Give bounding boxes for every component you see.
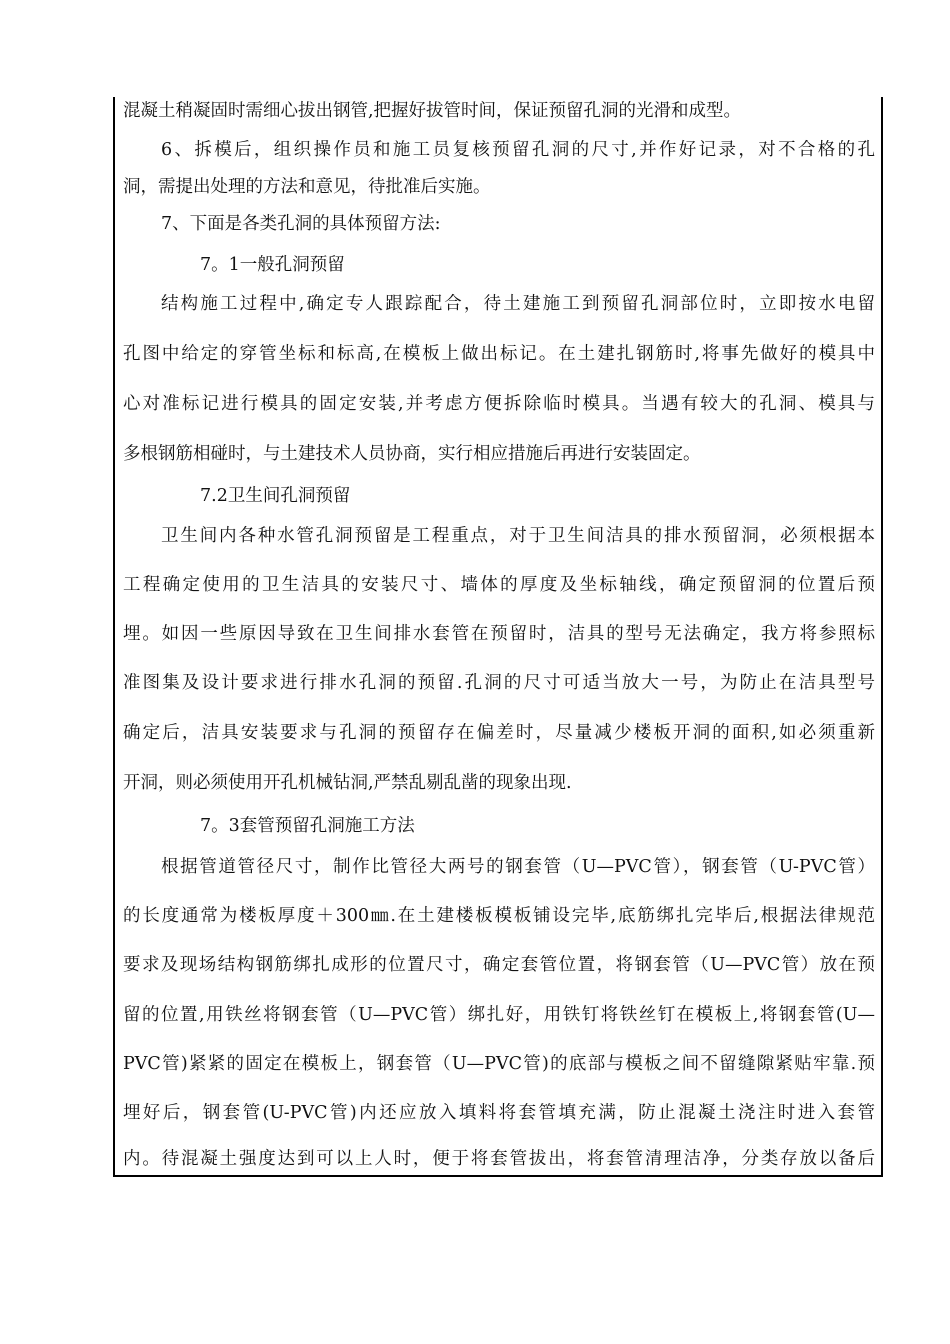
paragraph-line: 内。待混凝土强度达到可以上人时，便于将套管拔出，将套管清理洁净，分类存放以备后 — [123, 1149, 875, 1169]
paragraph-line: 开洞，则必须使用开孔机械钻洞,严禁乱剔乱凿的现象出现. — [123, 773, 572, 793]
paragraph-line: 工程确定使用的卫生洁具的安装尺寸、墙体的厚度及坐标轴线，确定预留洞的位置后预 — [123, 575, 875, 595]
paragraph-line: 6、拆模后，组织操作员和施工员复核预留孔洞的尺寸,并作好记录，对不合格的孔 — [161, 140, 875, 160]
section-heading: 7.2卫生间孔洞预留 — [200, 486, 351, 506]
paragraph-line: 确定后，洁具安装要求与孔洞的预留存在偏差时，尽量减少楼板开洞的面积,如必须重新 — [123, 723, 875, 743]
paragraph-line: 埋好后，钢套管(U-PVC管)内还应放入填料将套管填充满，防止混凝土浇注时进入套管 — [123, 1103, 875, 1123]
paragraph-line: 孔图中给定的穿管坐标和标高,在模板上做出标记。在土建扎钢筋时,将事先做好的模具中 — [123, 344, 875, 364]
section-heading: 7。3套管预留孔洞施工方法 — [200, 816, 415, 836]
paragraph-line: 7、下面是各类孔洞的具体预留方法: — [161, 214, 441, 234]
paragraph-line: 心对准标记进行模具的固定安装,并考虑方便拆除临时模具。当遇有较大的孔洞、模具与 — [123, 394, 875, 414]
paragraph-line: 洞，需提出处理的方法和意见，待批准后实施。 — [123, 177, 491, 197]
paragraph-line: PVC管)紧紧的固定在模板上，钢套管（U—PVC管)的底部与模板之间不留缝隙紧贴牢靠.预 — [123, 1054, 875, 1074]
section-heading: 7。1一般孔洞预留 — [200, 255, 345, 275]
paragraph-line: 留的位置,用铁丝将钢套管（U—PVC管）绑扎好，用铁钉将铁丝钉在模板上,将钢套管(U— — [123, 1005, 875, 1025]
paragraph-line: 结构施工过程中,确定专人跟踪配合，待土建施工到预留孔洞部位时，立即按水电留 — [161, 294, 875, 314]
paragraph-line: 要求及现场结构钢筋绑扎成形的位置尺寸，确定套管位置，将钢套管（U—PVC管）放在预 — [123, 955, 875, 975]
paragraph-line: 根据管道管径尺寸，制作比管径大两号的钢套管（U—PVC管），钢套管（U-PVC管） — [161, 857, 875, 877]
paragraph-line: 准图集及设计要求进行排水孔洞的预留.孔洞的尺寸可适当放大一号，为防止在洁具型号 — [123, 673, 875, 693]
paragraph-line: 多根钢筋相碰时，与土建技术人员协商，实行相应措施后再进行安装固定。 — [123, 444, 701, 464]
paragraph-line: 的长度通常为楼板厚度＋300㎜.在土建楼板模板铺设完毕,底筋绑扎完毕后,根据法律规范 — [123, 906, 875, 926]
paragraph-line: 混凝土稍凝固时需细心拔出钢管,把握好拔管时间，保证预留孔洞的光滑和成型。 — [123, 101, 742, 121]
paragraph-line: 卫生间内各种水管孔洞预留是工程重点，对于卫生间洁具的排水预留洞，必须根据本 — [161, 526, 875, 546]
paragraph-line: 埋。如因一些原因导致在卫生间排水套管在预留时，洁具的型号无法确定，我方将参照标 — [123, 624, 875, 644]
